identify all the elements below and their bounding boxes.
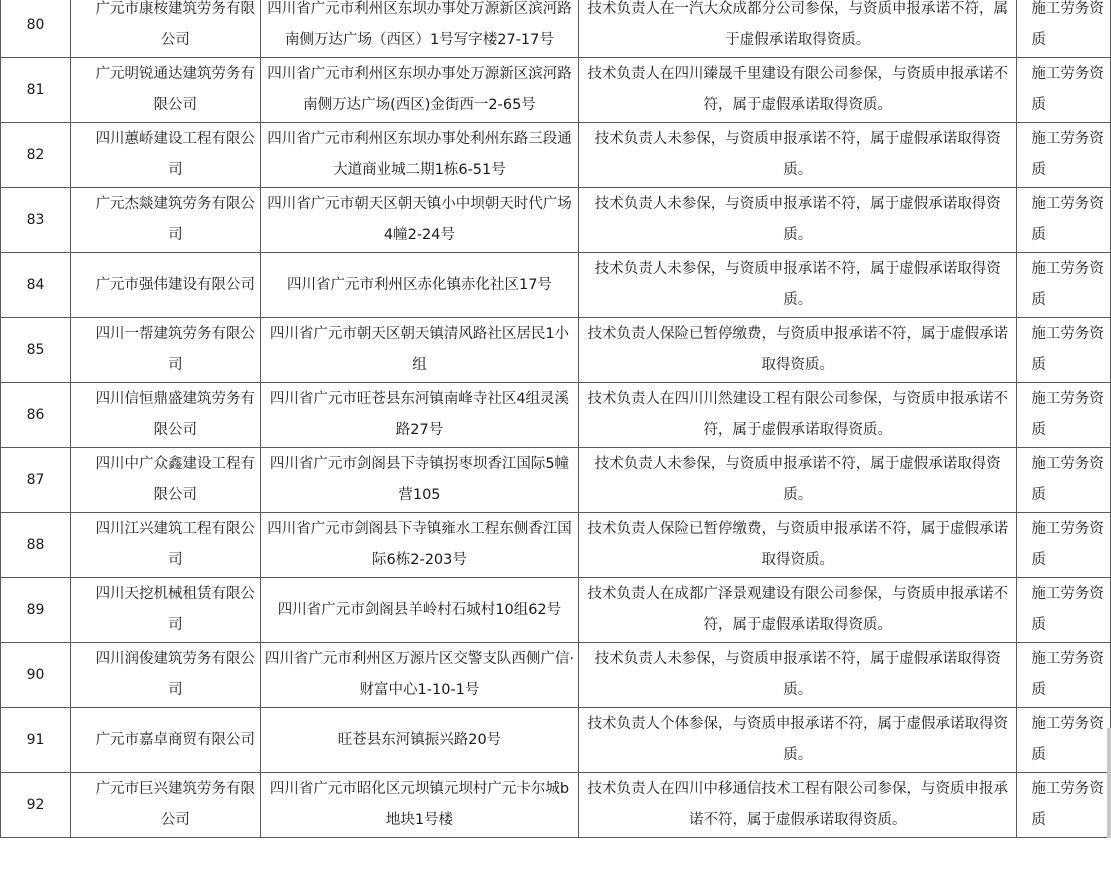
table-row (1, 0, 1111, 58)
table-row (1, 318, 1111, 383)
qualification-type-cell: 施工劳务资质 (1017, 513, 1111, 578)
table-row (1, 123, 1111, 188)
row-number-cell: 83 (1, 188, 71, 253)
company-name-cell: 广元市康桉建筑劳务有限公司 (71, 0, 261, 58)
reason-cell: 技术负责人在四川中移通信技术工程有限公司参保，与资质申报承诺不符，属于虚假承诺取得资质。 (579, 773, 1017, 838)
qualification-type-cell: 施工劳务资质 (1017, 643, 1111, 708)
company-name-cell: 四川天挖机械租赁有限公司 (71, 578, 261, 643)
address-cell: 旺苍县东河镇振兴路20号 (260, 708, 579, 773)
qualification-type-cell: 施工劳务资质 (1017, 123, 1111, 188)
address-cell: 四川省广元市剑阁县下寺镇拐枣坝香江国际5幢营105 (260, 448, 579, 513)
reason-cell: 技术负责人未参保，与资质申报承诺不符，属于虚假承诺取得资质。 (579, 448, 1017, 513)
company-name-cell: 广元市强伟建设有限公司 (71, 253, 261, 318)
table-row (1, 383, 1111, 448)
company-name-cell: 广元杰燚建筑劳务有限公司 (71, 188, 261, 253)
company-name-cell: 四川中广众鑫建设工程有限公司 (71, 448, 261, 513)
table-row (1, 58, 1111, 123)
row-number-cell: 86 (1, 383, 71, 448)
row-number-cell: 80 (1, 0, 71, 58)
reason-cell: 技术负责人保险已暂停缴费，与资质申报承诺不符，属于虚假承诺取得资质。 (579, 513, 1017, 578)
scrollbar-thumb[interactable] (1107, 728, 1111, 838)
reason-cell: 技术负责人在四川臻晟千里建设有限公司参保，与资质申报承诺不符，属于虚假承诺取得资质。 (579, 58, 1017, 123)
reason-cell: 技术负责人个体参保，与资质申报承诺不符，属于虚假承诺取得资质。 (579, 708, 1017, 773)
table-row (1, 773, 1111, 838)
qualification-type-cell: 施工劳务资质 (1017, 0, 1111, 58)
qualification-type-cell: 施工劳务资质 (1017, 253, 1111, 318)
table-row (1, 708, 1111, 773)
table-row (1, 643, 1111, 708)
row-number-cell: 91 (1, 708, 71, 773)
qualification-type-cell: 施工劳务资质 (1017, 58, 1111, 123)
address-cell: 四川省广元市剑阁县羊岭村石城村10组62号 (260, 578, 579, 643)
company-name-cell: 广元明锐通达建筑劳务有限公司 (71, 58, 261, 123)
row-number-cell: 90 (1, 643, 71, 708)
reason-cell: 技术负责人在四川川然建设工程有限公司参保，与资质申报承诺不符，属于虚假承诺取得资质。 (579, 383, 1017, 448)
reason-cell: 技术负责人在成都广泽景观建设有限公司参保，与资质申报承诺不符，属于虚假承诺取得资质。 (579, 578, 1017, 643)
address-cell: 四川省广元市旺苍县东河镇南峰寺社区4组灵溪路27号 (260, 383, 579, 448)
row-number-cell: 81 (1, 58, 71, 123)
address-cell: 四川省广元市朝天区朝天镇小中坝朝天时代广场4幢2-24号 (260, 188, 579, 253)
address-cell: 四川省广元市朝天区朝天镇清风路社区居民1小组 (260, 318, 579, 383)
qualification-type-cell: 施工劳务资质 (1017, 708, 1111, 773)
address-cell: 四川省广元市剑阁县下寺镇雍水工程东侧香江国际6栋2-203号 (260, 513, 579, 578)
table-row (1, 188, 1111, 253)
company-name-cell: 广元市巨兴建筑劳务有限公司 (71, 773, 261, 838)
table-row (1, 253, 1111, 318)
row-number-cell: 82 (1, 123, 71, 188)
table-row (1, 513, 1111, 578)
address-cell: 四川省广元市利州区赤化镇赤化社区17号 (260, 253, 579, 318)
table-body (1, 0, 1111, 838)
company-name-cell: 四川蕙峤建设工程有限公司 (71, 123, 261, 188)
reason-cell: 技术负责人未参保，与资质申报承诺不符，属于虚假承诺取得资质。 (579, 188, 1017, 253)
address-cell: 四川省广元市利州区万源片区交警支队西侧广信·财富中心1-10-1号 (260, 643, 579, 708)
row-number-cell: 84 (1, 253, 71, 318)
company-name-cell: 四川信恒鼎盛建筑劳务有限公司 (71, 383, 261, 448)
row-number-cell: 87 (1, 448, 71, 513)
company-name-cell: 广元市嘉卓商贸有限公司 (71, 708, 261, 773)
reason-cell: 技术负责人未参保，与资质申报承诺不符，属于虚假承诺取得资质。 (579, 253, 1017, 318)
row-number-cell: 92 (1, 773, 71, 838)
address-cell: 四川省广元市昭化区元坝镇元坝村广元卡尔城b地块1号楼 (260, 773, 579, 838)
qualification-type-cell: 施工劳务资质 (1017, 448, 1111, 513)
row-number-cell: 88 (1, 513, 71, 578)
row-number-cell: 85 (1, 318, 71, 383)
qualification-type-cell: 施工劳务资质 (1017, 578, 1111, 643)
qualification-type-cell: 施工劳务资质 (1017, 188, 1111, 253)
qualification-type-cell: 施工劳务资质 (1017, 773, 1111, 838)
row-number-cell: 89 (1, 578, 71, 643)
company-name-cell: 四川江兴建筑工程有限公司 (71, 513, 261, 578)
company-name-cell: 四川润俊建筑劳务有限公司 (71, 643, 261, 708)
reason-cell: 技术负责人未参保，与资质申报承诺不符，属于虚假承诺取得资质。 (579, 123, 1017, 188)
table-row (1, 448, 1111, 513)
qualification-type-cell: 施工劳务资质 (1017, 318, 1111, 383)
reason-cell: 技术负责人未参保，与资质申报承诺不符，属于虚假承诺取得资质。 (579, 643, 1017, 708)
reason-cell: 技术负责人在一汽大众成都分公司参保，与资质申报承诺不符，属于虚假承诺取得资质。 (579, 0, 1017, 58)
reason-cell: 技术负责人保险已暂停缴费，与资质申报承诺不符，属于虚假承诺取得资质。 (579, 318, 1017, 383)
company-name-cell: 四川一帮建筑劳务有限公司 (71, 318, 261, 383)
address-cell: 四川省广元市利州区东坝办事处利州东路三段通大道商业城二期1栋6-51号 (260, 123, 579, 188)
address-cell: 四川省广元市利州区东坝办事处万源新区滨河路南侧万达广场（西区）1号写字楼27-17号 (260, 0, 579, 58)
table-row (1, 578, 1111, 643)
qualification-type-cell: 施工劳务资质 (1017, 383, 1111, 448)
address-cell: 四川省广元市利州区东坝办事处万源新区滨河路南侧万达广场(西区)金街西一2-65号 (260, 58, 579, 123)
